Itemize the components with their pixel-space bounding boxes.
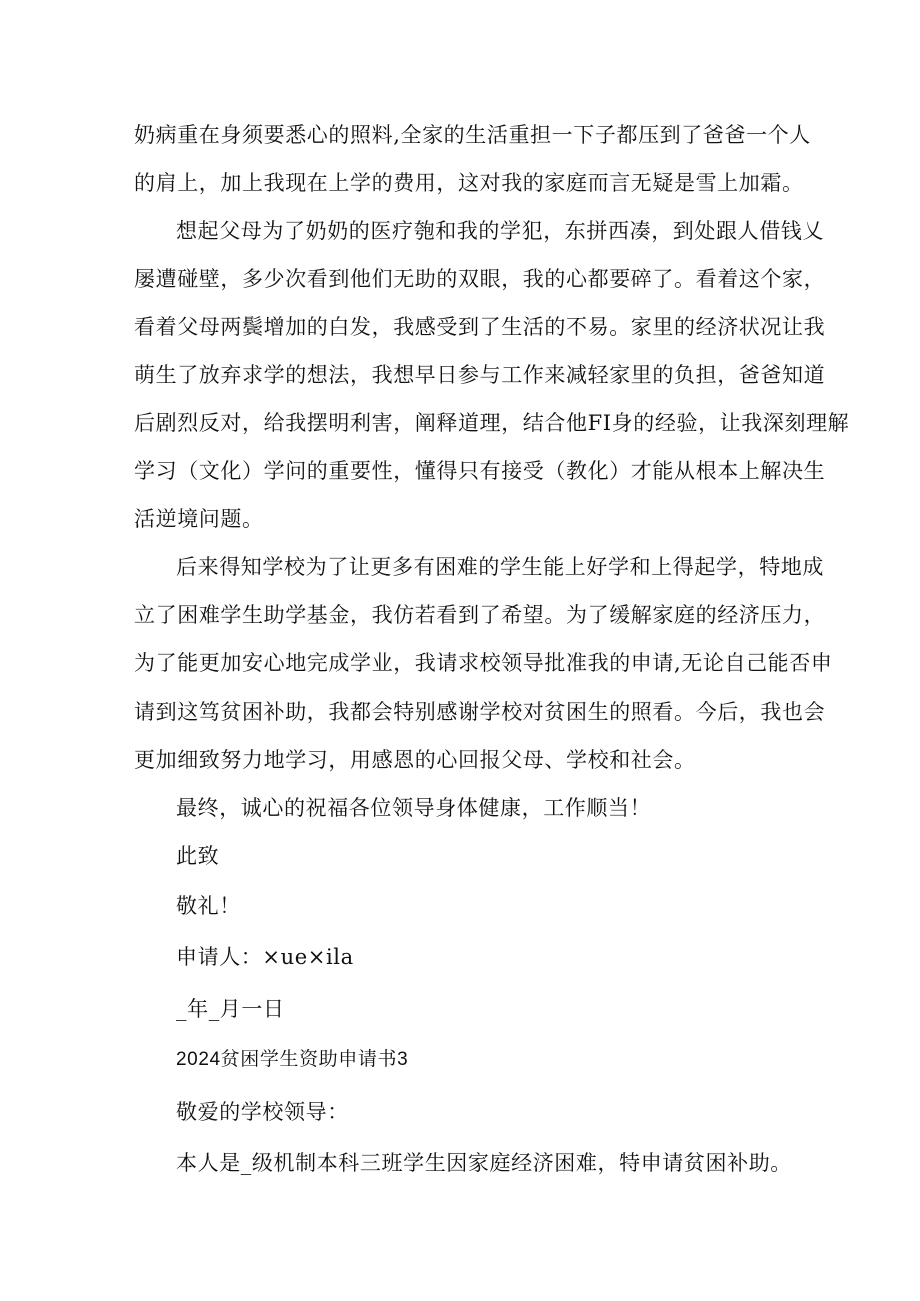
salutation-jing-li: 敬礼！ xyxy=(176,894,241,918)
paragraph-2-line-2: 屡遭碰壁，多少次看到他们无助的双眼，我的心都要碎了。看着这个家， xyxy=(134,267,826,291)
paragraph-3-line-5: 更加细致努力地学习，用感恩的心回报父母、学校和社会。 xyxy=(134,748,696,772)
paragraph-3-line-1: 后来得知学校为了让更多有困难的学生能上好学和上得起学，特地成 xyxy=(176,555,824,579)
paragraph-2-line-4: 萌生了放弃求学的想法，我想早日参与工作来减轻家里的负担，爸爸知道 xyxy=(134,363,826,387)
paragraph-1-line-1: 奶病重在身须要悉心的照料,全家的生活重担一下子都压到了爸爸一个人 xyxy=(134,123,811,147)
paragraph-2-line-7: 活逆境问题。 xyxy=(134,507,264,531)
paragraph-2-line-1: 想起父母为了奶奶的医疗匏和我的学犯，东拼西凑，到处跟人借钱乂 xyxy=(176,219,824,243)
date-line: _年_月一日 xyxy=(176,997,285,1021)
paragraph-3-line-4: 请到这笃贫困补助，我都会特别感谢学校对贫困生的照看。今后，我也会 xyxy=(134,700,826,724)
paragraph-2-line-3: 看着父母两鬓增加的白发，我感受到了生活的不易。家里的经济状况让我 xyxy=(134,315,826,339)
letter-body-first-line: 本人是_级机制本科三班学生因家庭经济困难，特申请贫困补助。 xyxy=(176,1151,792,1175)
paragraph-2-line-6: 学习（文化）学问的重要性，懂得只有接受（教化）才能从根本上解决生 xyxy=(134,459,826,483)
paragraph-2-line-5: 后剧烈反对，给我摆明利害，阐释道理，结合他FI身的经验，让我深刻理解 xyxy=(134,411,850,435)
salutation-ci-zhi: 此致 xyxy=(176,844,220,868)
applicant-signature: 申请人：×ue×ila xyxy=(176,945,354,969)
paragraph-3-line-2: 立了困难学生助学基金，我仿若看到了希望。为了缓解家庭的经济压力， xyxy=(134,603,826,627)
letter-greeting: 敬爱的学校领导： xyxy=(176,1100,349,1124)
paragraph-3-line-3: 为了能更加安心地完成学业，我请求校领导批准我的申请,无论自己能否申 xyxy=(134,651,833,675)
paragraph-1-line-2: 的肩上，加上我现在上学的费用，这对我的家庭而言无疑是雪上加霜。 xyxy=(134,171,804,195)
closing-wish: 最终，诚心的祝福各位领导身体健康，工作顺当！ xyxy=(176,796,652,820)
section-title: 2024贫困学生资助申请书3 xyxy=(176,1049,409,1070)
